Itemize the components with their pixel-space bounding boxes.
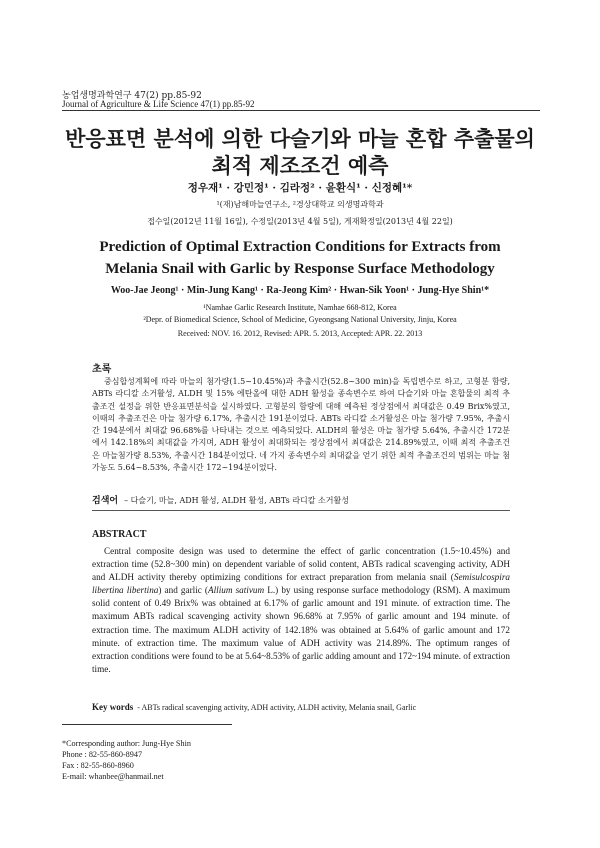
title-korean-line2: 최적 제조조건 예측	[211, 153, 389, 178]
abstract-english-part1: Central composite design was used to determine the effect of garlic concentration (1.5~10.45%) and extraction time (52.8~300 min) on dependent variable of solid content, ABTs radical scavenging activity, ADH and ALDH activity thereby optimizing conditions for extract preparation from melania snail (	[92, 546, 510, 583]
footnote-rule	[62, 724, 232, 725]
journal-citation-ko: 농업생명과학연구 47(2) pp.85-92	[62, 91, 202, 101]
email: E-mail: whanbee@hanmail.net	[62, 772, 164, 781]
corresponding-author-footnote	[62, 738, 191, 782]
affiliation-english-line1: ¹Namhae Garlic Research Institute, Namhae 668-812, Korea	[203, 303, 397, 312]
abstract-korean-body: 중심합성계획에 따라 마늘의 첨가량(1.5~10.45%)과 추출시간(52.8~300 min)을 독립변수로 하고, 고형분 함량, ABTs 라디칼 소거활성, ALDH 및 15% 에탄올에 대한 ADH 활성을 종속변수로 하여 다슬기와 마늘 혼합물의 최적 추출조건 설정을 위한 반응표면분석을 실시하였다. 고형분의 함량에 대해 예측된 정상점에서 최대값은 0.49 Brix%였고, 이때의 추출조건은 마늘 첨가량 6.17%, 추출시간 191분이었다. ABTs 라디칼 소거활성은 마늘 첨가량 7.95%, 추출시간 194분에서 최대값 96.68%를 나타내는 것으로 예측되었다. ALDH의 활성은 마늘 첨가량 5.64%, 추출시간 172분에서 142.18%의 최대값을 가지며, ADH 활성이 최대화되는 정상점에서 최대값은 214.89%였고, 이때 최적 추출조건은 마늘첨가량 8.53%, 추출시간 184분이었다. 네 가지 종속변수의 최대값을 얻기 위한 최적 추출조건의 범위는 마늘 첨가농도 5.64~8.53%, 추출시간 172~194분이었다.	[92, 377, 510, 473]
keywords-korean-label: 검색어	[92, 496, 119, 506]
keywords-english-text: - ABTs radical scavenging activity, ADH activity, ALDH activity, Melania snail, Garlic	[137, 703, 417, 712]
keywords-english	[92, 702, 510, 712]
fax: Fax : 82-55-860-8960	[62, 761, 134, 770]
phone: Phone : 82-55-860-8947	[62, 750, 143, 759]
title-korean	[40, 125, 560, 179]
abstract-korean-heading: 초록	[92, 364, 112, 375]
corresponding-author: *Corresponding author: Jung-Hye Shin	[62, 739, 191, 748]
keywords-english-label: Key words	[92, 702, 134, 712]
affiliation-korean: ¹(재)남해마늘연구소, ²경상대학교 의생명과학과	[216, 200, 384, 209]
authors-english: Woo-Jae Jeong¹ · Min-Jung Kang¹ · Ra-Jeong Kim² · Hwan-Sik Yoon¹ · Jung-Hye Shin¹*	[110, 285, 490, 296]
keywords-korean-text: – 다슬기, 마늘, ADH 활성, ALDH 활성, ABTs 라디칼 소거활성	[124, 496, 349, 505]
species-name-snail: Semisulcospira libertina libertina	[92, 572, 510, 596]
authors-korean: 정우재¹ · 강민정¹ · 김라정² · 윤환식¹ · 신정혜¹*	[187, 182, 413, 194]
abstract-english-body	[92, 545, 510, 676]
abstract-english-part3: L.) by using response surface methodology (RSM). A maximum solid content of 0.49 Brix% was obtained at 6.17% of garlic amount and 191 minute. of extraction time. The maximum ABTs radical scavenging activity shown 96.68% at 7.95% of garlic amount and 194 minute. of extraction time. The maximum ALDH activity of 142.18% was obtained at 5.64% of garlic amount and 172 minute. of extraction time. The maximum value of ADH activity was 214.89%. The optimum ranges of extraction conditions were found to be at 5.64~8.53% of garlic adding amount and 172~194 minute. of extraction time.	[92, 585, 510, 674]
title-english-line1: Prediction of Optimal Extraction Conditions for Extracts from	[99, 239, 501, 255]
abstract-english-heading: ABSTRACT	[92, 529, 147, 540]
species-name-garlic: Allium sativum	[207, 585, 265, 596]
affiliation-english	[40, 302, 560, 325]
affiliation-english-line2: ²Depr. of Biomedical Science, School of Medicine, Gyeongsang National University, Jinju, Korea	[143, 314, 457, 324]
title-english	[40, 236, 560, 280]
title-english-line2: Melania Snail with Garlic by Response Surface Methodology	[105, 261, 495, 277]
dates-english: Received: NOV. 16. 2012, Revised: APR. 5. 2013, Accepted: APR. 22. 2013	[177, 329, 423, 338]
dates-korean: 접수일(2012년 11월 16일), 수정일(2013년 4월 5일), 게재확정일(2013년 4월 22일)	[147, 217, 453, 226]
keywords-korean	[92, 493, 510, 506]
header-rule	[62, 110, 540, 111]
title-korean-line1: 반응표면 분석에 의한 다슬기와 마늘 혼합 추출물의	[65, 126, 535, 151]
abstract-english-part2: ) and garlic (	[158, 585, 208, 596]
section-divider	[92, 510, 510, 511]
journal-citation-en: Journal of Agriculture & Life Science 47(1) pp.85-92	[62, 99, 255, 109]
